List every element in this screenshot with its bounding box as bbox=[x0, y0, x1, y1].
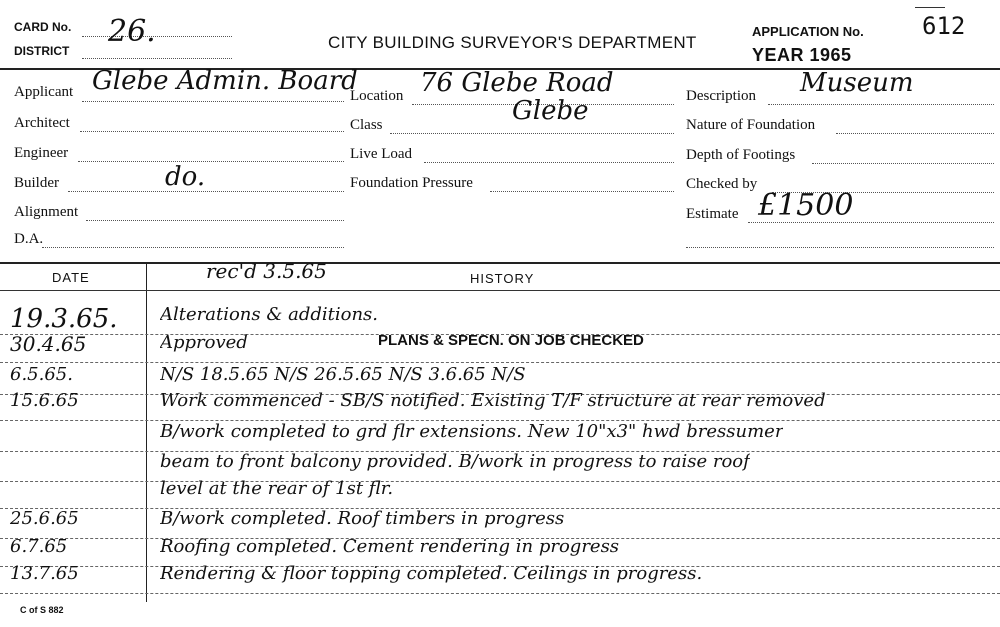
applicant-label: Applicant bbox=[14, 84, 74, 100]
builder-line bbox=[68, 191, 344, 192]
history-date: 6.5.65. bbox=[10, 364, 73, 385]
history-entry-text: level at the rear of 1st flr. bbox=[160, 478, 394, 499]
history-row-rule bbox=[0, 334, 1000, 335]
district-label: DISTRICT bbox=[14, 44, 70, 58]
builder-label: Builder bbox=[14, 175, 59, 191]
location-value-2: Glebe bbox=[512, 96, 589, 126]
application-marks bbox=[915, 7, 945, 8]
estimate-label: Estimate bbox=[686, 206, 739, 222]
da-label: D.A. bbox=[14, 231, 44, 247]
description-label: Description bbox=[686, 88, 756, 104]
checked-by-label: Checked by bbox=[686, 176, 758, 192]
history-top-divider bbox=[0, 262, 1000, 264]
history-header-rule bbox=[0, 290, 1000, 291]
liveload-label: Live Load bbox=[350, 146, 413, 162]
foundation-pressure-line bbox=[490, 191, 674, 192]
alignment-line bbox=[86, 220, 344, 221]
form-code: C of S 882 bbox=[20, 605, 64, 615]
class-label: Class bbox=[350, 117, 383, 133]
history-entry-text: Work commenced - SB/S notified. Existing T/F structure at rear removed bbox=[160, 390, 826, 411]
history-entry-text: B/work completed. Roof timbers in progress bbox=[160, 508, 565, 529]
history-row-rule bbox=[0, 481, 1000, 482]
application-number: 612 bbox=[922, 12, 966, 40]
builder-value: do. bbox=[165, 162, 206, 192]
card-no-value: 26. bbox=[108, 14, 156, 49]
received-note: rec'd 3.5.65 bbox=[206, 259, 327, 283]
depth-footings-line bbox=[812, 163, 994, 164]
description-value: Museum bbox=[800, 68, 914, 98]
class-line bbox=[390, 133, 674, 134]
applicant-line bbox=[82, 101, 344, 102]
history-entry-text: Roofing completed. Cement rendering in progress bbox=[160, 536, 620, 557]
alignment-label: Alignment bbox=[14, 204, 79, 220]
history-date: 13.7.65 bbox=[10, 563, 79, 584]
history-entry-text: N/S 18.5.65 N/S 26.5.65 N/S 3.6.65 N/S bbox=[160, 364, 526, 385]
history-header: HISTORY bbox=[470, 271, 535, 286]
history-entry-text: Rendering & floor topping completed. Ceilings in progress. bbox=[160, 563, 703, 584]
history-entry-text: beam to front balcony provided. B/work in progress to raise roof bbox=[160, 451, 750, 472]
estimate-value: £1500 bbox=[758, 188, 854, 223]
date-header: DATE bbox=[52, 270, 90, 285]
architect-label: Architect bbox=[14, 115, 70, 131]
history-date: 6.7.65 bbox=[10, 536, 68, 557]
engineer-label: Engineer bbox=[14, 145, 69, 161]
history-date: 15.6.65 bbox=[10, 390, 79, 411]
department-title: CITY BUILDING SURVEYOR'S DEPARTMENT bbox=[328, 33, 697, 52]
application-label: APPLICATION No. bbox=[752, 24, 864, 39]
liveload-line bbox=[424, 162, 674, 163]
description-line bbox=[768, 104, 994, 105]
history-date: 25.6.65 bbox=[10, 508, 79, 529]
location-label: Location bbox=[350, 88, 404, 104]
history-row-rule bbox=[0, 593, 1000, 594]
nature-foundation-line bbox=[836, 133, 994, 134]
extra-line bbox=[686, 247, 994, 248]
applicant-value: Glebe Admin. Board bbox=[92, 66, 358, 96]
date-column-divider bbox=[146, 262, 147, 602]
year-label: YEAR 1965 bbox=[752, 45, 852, 65]
card-no-line bbox=[82, 36, 232, 37]
architect-line bbox=[80, 131, 344, 132]
location-value: 76 Glebe Road bbox=[420, 68, 614, 98]
history-row-rule bbox=[0, 362, 1000, 363]
depth-footings-label: Depth of Footings bbox=[686, 147, 796, 163]
foundation-pressure-label: Foundation Pressure bbox=[350, 175, 473, 191]
plans-checked-stamp: PLANS & SPECN. ON JOB CHECKED bbox=[378, 332, 644, 349]
card-no-label: CARD No. bbox=[14, 20, 72, 34]
engineer-line bbox=[78, 161, 344, 162]
history-entry-text: Approved bbox=[160, 332, 248, 353]
history-entry-text: Alterations & additions. bbox=[160, 304, 379, 325]
history-date: 19.3.65. bbox=[10, 304, 118, 334]
nature-foundation-label: Nature of Foundation bbox=[686, 117, 816, 133]
district-line bbox=[82, 58, 232, 59]
history-entry-text: B/work completed to grd flr extensions. New 10"x3" hwd bressumer bbox=[160, 421, 784, 442]
da-line bbox=[42, 247, 344, 248]
history-date: 30.4.65 bbox=[10, 332, 87, 356]
